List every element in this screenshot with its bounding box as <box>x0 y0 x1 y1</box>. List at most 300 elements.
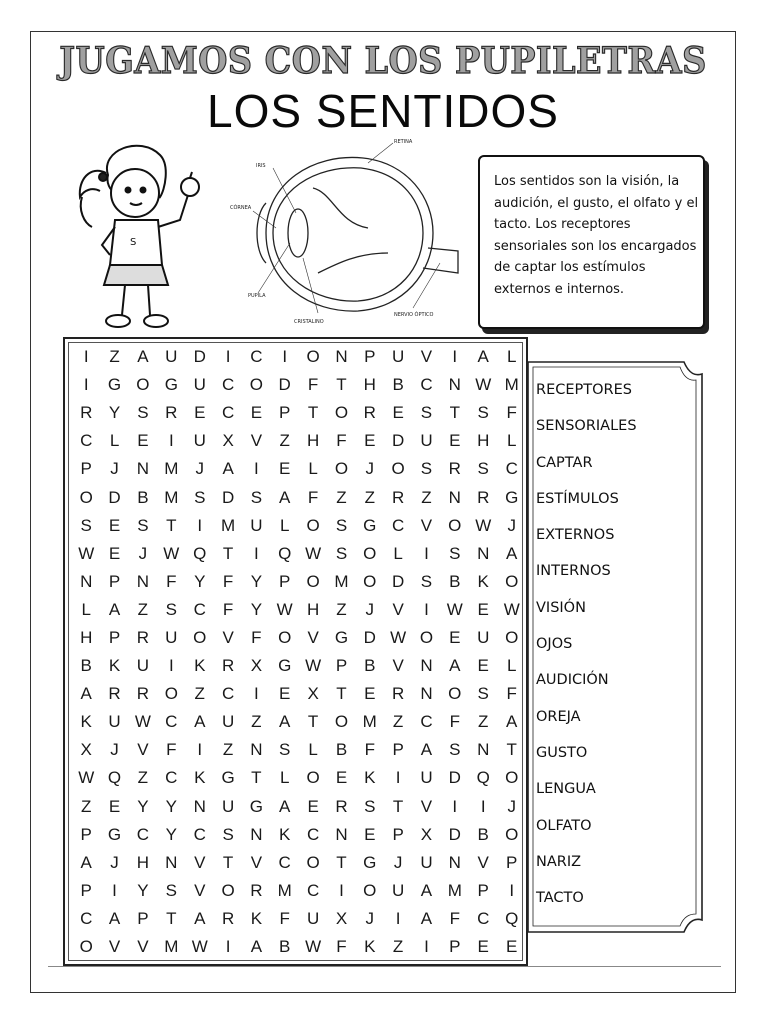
word-list-item: SENSORIALES <box>536 418 637 435</box>
grid-letter: R <box>391 487 405 507</box>
grid-letter: S <box>137 515 149 535</box>
grid-letter: J <box>507 796 516 816</box>
grid-letter: L <box>308 459 318 479</box>
word-list-item: TACTO <box>536 890 584 907</box>
grid-letter: R <box>391 684 405 704</box>
grid-letter: Y <box>137 796 149 816</box>
grid-letter: R <box>335 796 348 816</box>
grid-letter: O <box>334 403 349 423</box>
info-box <box>478 155 705 329</box>
grid-letter: F <box>336 431 347 451</box>
grid-letter: M <box>504 375 519 395</box>
grid-row <box>72 427 526 455</box>
grid-letter: C <box>221 684 235 704</box>
grid-letter: P <box>279 403 291 423</box>
grid-row <box>72 596 526 624</box>
grid-letter: P <box>364 347 376 367</box>
grid-row <box>72 343 526 371</box>
grid-letter: L <box>506 347 517 367</box>
grid-letter: O <box>306 347 320 367</box>
grid-letter: C <box>80 431 93 451</box>
grid-letter: J <box>507 515 516 535</box>
grid-letter: V <box>392 656 404 676</box>
grid-letter: J <box>365 599 375 619</box>
bottom-divider <box>48 966 721 967</box>
grid-letter: N <box>420 684 433 704</box>
grid-letter: E <box>194 403 206 423</box>
grid-letter: N <box>193 796 206 816</box>
grid-row <box>72 512 526 540</box>
grid-letter: I <box>168 431 174 451</box>
grid-letter: E <box>364 431 376 451</box>
grid-letter: G <box>505 487 519 507</box>
grid-letter: S <box>335 515 348 535</box>
grid-letter: R <box>363 403 376 423</box>
grid-letter: S <box>335 543 348 563</box>
grid-letter: O <box>221 880 235 900</box>
grid-letter: B <box>279 937 291 957</box>
grid-letter: W <box>276 599 293 619</box>
word-search-grid <box>63 337 528 966</box>
grid-letter: Z <box>222 740 234 760</box>
grid-letter: S <box>449 543 461 563</box>
grid-letter: D <box>221 487 235 507</box>
grid-row <box>72 680 526 708</box>
grid-letter: K <box>80 712 92 732</box>
grid-letter: M <box>164 487 179 507</box>
grid-letter: S <box>449 740 461 760</box>
grid-letter: N <box>477 543 490 563</box>
grid-letter: W <box>163 543 180 563</box>
grid-letter: W <box>191 937 208 957</box>
grid-letter: Y <box>250 599 263 619</box>
grid-letter: K <box>364 768 376 788</box>
label-pupila: PUPILA <box>248 293 266 299</box>
grid-letter: K <box>364 937 376 957</box>
grid-letter: P <box>108 627 121 647</box>
page-title: JUGAMOS CON LOS PUPILETRAS <box>59 40 707 82</box>
grid-letter: K <box>108 656 121 676</box>
grid-letter: N <box>448 487 461 507</box>
grid-letter: I <box>112 880 117 900</box>
grid-letter: T <box>506 740 517 760</box>
grid-letter: L <box>393 543 403 563</box>
grid-letter: R <box>108 684 121 704</box>
grid-letter: P <box>392 824 404 844</box>
grid-row <box>72 849 526 877</box>
grid-letter: Y <box>165 796 177 816</box>
grid-letter: G <box>363 515 377 535</box>
grid-letter: O <box>79 487 93 507</box>
grid-letter: C <box>193 599 206 619</box>
word-list-item: EXTERNOS <box>536 527 615 544</box>
grid-letter: G <box>249 796 263 816</box>
grid-letter: O <box>363 543 377 563</box>
grid-letter: C <box>80 908 93 928</box>
grid-letter: A <box>506 543 518 563</box>
grid-letter: C <box>477 908 490 928</box>
grid-letter: O <box>363 880 377 900</box>
grid-letter: S <box>477 684 489 704</box>
grid-letter: P <box>392 740 404 760</box>
word-list-item: OREJA <box>536 708 581 725</box>
grid-letter: Y <box>137 880 149 900</box>
grid-letter: D <box>448 824 461 844</box>
grid-letter: H <box>306 599 320 619</box>
grid-row <box>72 933 526 961</box>
word-list-item: OJOS <box>536 636 573 653</box>
grid-letter: O <box>306 768 320 788</box>
grid-letter: A <box>506 712 518 732</box>
grid-letter: I <box>424 937 429 957</box>
grid-letter: L <box>81 599 91 619</box>
grid-letter: B <box>364 656 376 676</box>
grid-letter: U <box>165 627 178 647</box>
grid-letter: G <box>107 375 122 395</box>
grid-letter: F <box>166 571 177 591</box>
grid-letter: I <box>197 740 203 760</box>
grid-letter: W <box>475 375 492 395</box>
grid-letter: U <box>420 768 433 788</box>
grid-letter: I <box>395 908 401 928</box>
grid-letter: O <box>306 852 320 872</box>
grid-letter: F <box>336 937 347 957</box>
grid-letter: N <box>80 571 93 591</box>
grid-letter: E <box>279 459 291 479</box>
grid-letter: T <box>336 375 347 395</box>
word-list-item: NARIZ <box>536 853 582 870</box>
grid-letter: Z <box>137 768 149 788</box>
grid-letter: M <box>277 880 292 900</box>
grid-letter: P <box>80 459 92 479</box>
grid-letter: A <box>477 347 489 367</box>
grid-letter: S <box>194 487 206 507</box>
word-list-item: OLFATO <box>536 817 592 834</box>
grid-row <box>72 821 526 849</box>
grid-letter: R <box>80 403 93 423</box>
grid-row <box>72 540 526 568</box>
grid-letter: O <box>419 627 434 647</box>
grid-letter: H <box>136 852 150 872</box>
grid-letter: F <box>166 740 177 760</box>
grid-letter: C <box>250 347 263 367</box>
grid-letter: C <box>165 712 178 732</box>
grid-letter: K <box>279 824 291 844</box>
grid-letter: F <box>449 712 460 732</box>
grid-letter: E <box>364 684 376 704</box>
grid-letter: E <box>108 543 121 563</box>
grid-letter: X <box>250 656 263 676</box>
grid-letter: Q <box>193 543 207 563</box>
grid-row <box>72 399 526 427</box>
grid-letter: C <box>193 824 206 844</box>
grid-letter: B <box>477 824 489 844</box>
grid-letter: D <box>108 487 121 507</box>
eye-anatomy-diagram <box>218 133 468 333</box>
grid-letter: Z <box>194 684 205 704</box>
grid-letter: Z <box>109 347 120 367</box>
grid-letter: T <box>307 403 319 423</box>
grid-row <box>72 793 526 821</box>
grid-row <box>72 624 526 652</box>
grid-letter: U <box>165 347 178 367</box>
grid-row <box>72 483 526 511</box>
grid-letter: I <box>452 796 458 816</box>
grid-letter: S <box>222 824 234 844</box>
grid-letter: U <box>136 656 150 676</box>
grid-letter: Z <box>336 599 347 619</box>
grid-row <box>72 764 526 792</box>
grid-letter: V <box>222 627 234 647</box>
grid-letter: F <box>364 740 375 760</box>
grid-letter: M <box>221 515 236 535</box>
grid-letter: U <box>391 880 405 900</box>
grid-letter: A <box>137 347 149 367</box>
grid-letter: E <box>364 824 376 844</box>
grid-letter: O <box>334 459 349 479</box>
grid-letter: R <box>221 908 235 928</box>
grid-letter: S <box>477 403 489 423</box>
grid-letter: P <box>80 824 92 844</box>
grid-letter: C <box>306 880 320 900</box>
grid-letter: V <box>250 431 263 451</box>
grid-letter: W <box>446 599 463 619</box>
grid-letter: F <box>506 684 517 704</box>
grid-letter: C <box>420 375 433 395</box>
grid-letter: I <box>452 347 458 367</box>
grid-letter: O <box>193 627 207 647</box>
grid-letter: F <box>506 403 517 423</box>
grid-letter: I <box>83 347 89 367</box>
grid-letter: R <box>448 459 461 479</box>
grid-letter: L <box>506 656 517 676</box>
grid-letter: J <box>195 459 204 479</box>
grid-letter: L <box>279 768 290 788</box>
grid-letter: V <box>137 740 149 760</box>
grid-letter: A <box>449 656 461 676</box>
grid-letter: F <box>222 571 234 591</box>
grid-letter: Y <box>108 403 121 423</box>
grid-letter: Q <box>278 543 292 563</box>
grid-letter: B <box>80 656 92 676</box>
grid-letter: B <box>392 375 404 395</box>
grid-letter: W <box>78 768 95 788</box>
grid-letter: I <box>253 459 259 479</box>
grid-letter: F <box>279 908 290 928</box>
grid-letter: T <box>222 543 234 563</box>
grid-letter: L <box>308 740 318 760</box>
grid-letter: G <box>221 768 235 788</box>
grid-letter: I <box>168 656 174 676</box>
grid-letter: O <box>391 459 405 479</box>
grid-letter: O <box>505 824 519 844</box>
grid-letter: C <box>306 824 320 844</box>
word-list-item: AUDICIÓN <box>536 672 609 689</box>
grid-letter: W <box>134 712 151 732</box>
grid-letter: Y <box>165 824 177 844</box>
grid-letter: S <box>165 880 177 900</box>
grid-letter: P <box>477 880 489 900</box>
grid-letter: E <box>449 627 461 647</box>
grid-letter: X <box>80 740 92 760</box>
grid-letter: D <box>193 347 206 367</box>
grid-letter: D <box>391 571 405 591</box>
grid-letter: A <box>222 459 234 479</box>
grid-letter: E <box>477 937 489 957</box>
grid-letter: P <box>108 571 121 591</box>
grid-letter: C <box>221 375 235 395</box>
grid-letter: P <box>335 656 348 676</box>
grid-letter: V <box>392 599 404 619</box>
grid-letter: E <box>477 656 489 676</box>
grid-letter: Z <box>251 712 262 732</box>
grid-letter: T <box>222 852 234 872</box>
grid-row <box>72 455 526 483</box>
label-cornea: CÓRNEA <box>230 205 252 211</box>
grid-letter: X <box>307 684 319 704</box>
word-list-item: RECEPTORES <box>536 382 632 398</box>
word-list <box>536 372 696 916</box>
grid-letter: N <box>250 740 263 760</box>
grid-letter: N <box>477 740 490 760</box>
grid-letter: L <box>506 431 517 451</box>
grid-letter: H <box>306 431 320 451</box>
grid-letter: K <box>250 908 263 928</box>
grid-letter: W <box>78 543 95 563</box>
grid-letter: S <box>250 487 263 507</box>
grid-letter: W <box>503 599 520 619</box>
grid-letter: W <box>390 627 407 647</box>
grid-letter: I <box>480 796 486 816</box>
grid-letter: V <box>108 937 121 957</box>
grid-letter: N <box>420 656 433 676</box>
grid-letter: R <box>221 656 235 676</box>
grid-letter: A <box>420 740 433 760</box>
grid-letter: V <box>477 852 489 872</box>
grid-letter: E <box>477 599 489 619</box>
grid-letter: O <box>164 684 178 704</box>
grid-letter: K <box>194 768 206 788</box>
grid-letter: F <box>449 908 460 928</box>
grid-letter: V <box>420 347 433 367</box>
grid-letter: E <box>449 431 461 451</box>
grid-letter: V <box>194 852 206 872</box>
grid-letter: A <box>108 908 121 928</box>
grid-letter: M <box>164 937 179 957</box>
grid-letter: H <box>80 627 93 647</box>
grid-letter: S <box>364 796 376 816</box>
label-cristalino: CRISTALINO <box>294 319 324 325</box>
grid-letter: K <box>477 571 489 591</box>
grid-letter: M <box>447 880 462 900</box>
grid-letter: V <box>194 880 206 900</box>
grid-row <box>72 652 526 680</box>
grid-letter: M <box>362 712 377 732</box>
grid-letter: J <box>110 459 119 479</box>
letter-grid <box>72 343 526 961</box>
grid-letter: V <box>420 515 433 535</box>
grid-letter: W <box>305 656 322 676</box>
grid-letter: O <box>306 571 320 591</box>
grid-letter: L <box>109 431 120 451</box>
grid-letter: D <box>363 627 376 647</box>
word-list-item: ESTÍMULOS <box>536 490 619 507</box>
grid-letter: Z <box>279 431 290 451</box>
grid-letter: O <box>448 515 462 535</box>
grid-letter: P <box>449 937 461 957</box>
grid-letter: G <box>278 656 292 676</box>
grid-letter: I <box>197 515 203 535</box>
grid-letter: O <box>79 937 93 957</box>
grid-letter: M <box>164 459 179 479</box>
grid-letter: I <box>424 543 429 563</box>
grid-letter: Z <box>392 712 404 732</box>
grid-letter: I <box>339 880 344 900</box>
grid-letter: X <box>335 908 348 928</box>
word-list-item: GUSTO <box>536 744 588 761</box>
grid-letter: N <box>250 824 263 844</box>
grid-letter: N <box>448 852 461 872</box>
grid-row <box>72 371 526 399</box>
grid-row <box>72 568 526 596</box>
grid-letter: R <box>165 403 178 423</box>
grid-row <box>72 708 526 736</box>
grid-letter: G <box>363 852 377 872</box>
grid-letter: T <box>251 768 262 788</box>
grid-letter: N <box>335 347 348 367</box>
grid-letter: U <box>193 431 206 451</box>
grid-letter: C <box>278 852 291 872</box>
grid-letter: H <box>363 375 376 395</box>
grid-letter: Q <box>505 908 519 928</box>
grid-letter: D <box>448 768 461 788</box>
label-nervio-optico: NERVIO ÓPTICO <box>394 312 434 318</box>
grid-letter: I <box>83 375 89 395</box>
grid-letter: Z <box>81 796 92 816</box>
grid-letter: N <box>165 852 178 872</box>
grid-letter: I <box>253 543 259 563</box>
grid-letter: A <box>80 852 92 872</box>
grid-letter: S <box>137 403 149 423</box>
grid-letter: S <box>80 515 92 535</box>
grid-letter: R <box>136 684 150 704</box>
grid-letter: T <box>307 712 319 732</box>
grid-letter: A <box>194 908 206 928</box>
grid-letter: E <box>250 403 263 423</box>
svg-text:S: S <box>130 237 137 248</box>
grid-letter: F <box>222 599 234 619</box>
grid-letter: U <box>477 627 490 647</box>
grid-letter: U <box>193 375 206 395</box>
grid-letter: I <box>282 347 288 367</box>
grid-letter: D <box>391 431 405 451</box>
grid-letter: Z <box>364 487 375 507</box>
grid-letter: B <box>137 487 149 507</box>
grid-letter: U <box>221 712 235 732</box>
grid-letter: I <box>509 880 515 900</box>
label-iris: IRIS <box>256 163 266 169</box>
grid-letter: P <box>506 852 518 872</box>
grid-letter: J <box>138 543 148 563</box>
page-subtitle: LOS SENTIDOS <box>207 85 559 137</box>
grid-letter: L <box>279 515 290 535</box>
grid-letter: W <box>305 543 322 563</box>
word-list-item: LENGUA <box>536 781 596 798</box>
grid-row <box>72 736 526 764</box>
grid-letter: M <box>334 571 349 591</box>
grid-letter: N <box>136 459 150 479</box>
grid-letter: N <box>448 375 461 395</box>
